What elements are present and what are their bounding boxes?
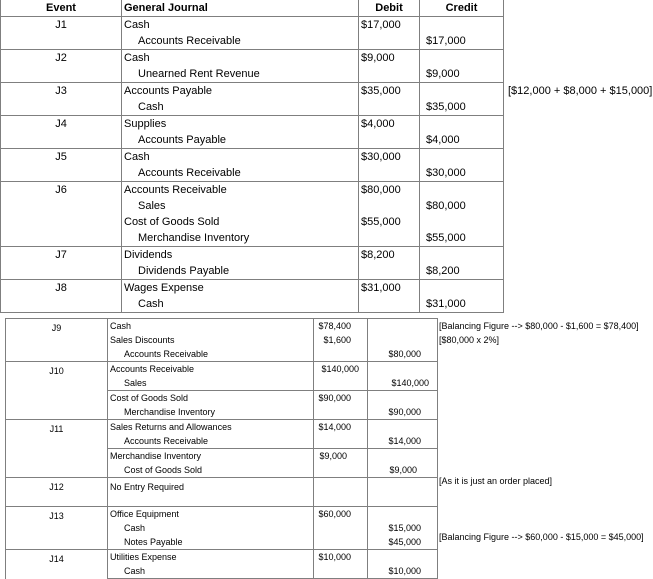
credit-cell <box>368 550 438 565</box>
credit-value: $8,200 <box>426 265 460 277</box>
table-row <box>1 247 504 264</box>
debit-cell <box>359 149 420 166</box>
credit-value: $30,000 <box>426 167 466 179</box>
journal-table-part1 <box>0 0 504 313</box>
event-cell: J12 <box>6 478 108 507</box>
account-cell <box>108 507 314 522</box>
credit-value: $140,000 <box>391 378 429 388</box>
account-label: Sales <box>124 378 147 388</box>
debit-value: $35,000 <box>361 85 401 97</box>
account-cell <box>108 535 314 550</box>
credit-value: $80,000 <box>388 349 421 359</box>
account-cell <box>122 132 359 149</box>
event-cell: J14 <box>6 550 108 579</box>
debit-value: $55,000 <box>361 216 401 228</box>
debit-cell <box>314 420 368 435</box>
account-label: Cash <box>124 151 150 163</box>
debit-cell <box>314 376 368 391</box>
account-label: Cash <box>138 101 164 113</box>
account-cell <box>108 391 314 406</box>
account-cell <box>122 165 359 182</box>
debit-value: $80,000 <box>361 184 401 196</box>
debit-value: $14,000 <box>318 422 351 432</box>
account-cell <box>122 247 359 264</box>
credit-cell <box>420 17 504 34</box>
credit-cell <box>368 405 438 420</box>
debit-cell <box>314 478 368 507</box>
credit-cell <box>420 230 504 247</box>
debit-cell <box>359 296 420 313</box>
credit-cell <box>368 347 438 362</box>
account-label: Accounts Receivable <box>138 35 241 47</box>
account-cell <box>122 83 359 100</box>
credit-value: $9,000 <box>426 68 460 80</box>
debit-value: $140,000 <box>321 364 359 374</box>
credit-cell <box>420 116 504 133</box>
debit-cell <box>314 521 368 535</box>
debit-cell <box>359 99 420 116</box>
debit-cell <box>314 333 368 347</box>
credit-value: $14,000 <box>388 436 421 446</box>
account-label: Utilities Expense <box>110 552 177 562</box>
account-label: Merchandise Inventory <box>138 232 250 244</box>
credit-value: $45,000 <box>388 537 421 547</box>
event-cell: J1 <box>1 17 122 50</box>
credit-cell <box>420 50 504 67</box>
debit-cell <box>359 230 420 247</box>
account-label: Cost of Goods Sold <box>124 216 220 228</box>
account-cell <box>108 405 314 420</box>
credit-cell <box>420 66 504 83</box>
account-label: Dividends <box>124 249 173 261</box>
account-cell <box>122 17 359 34</box>
debit-cell <box>314 347 368 362</box>
account-label: Merchandise Inventory <box>110 451 202 461</box>
account-label: Supplies <box>124 118 167 130</box>
header-event: Event <box>1 0 122 17</box>
event-cell: J7 <box>1 247 122 280</box>
debit-value: $9,000 <box>361 52 395 64</box>
account-cell <box>122 198 359 214</box>
account-label: No Entry Required <box>110 482 185 492</box>
credit-cell <box>368 521 438 535</box>
debit-value: $60,000 <box>318 509 351 519</box>
header-debit: Debit <box>359 0 420 17</box>
credit-cell <box>368 434 438 449</box>
credit-value: $4,000 <box>426 134 460 146</box>
account-label: Cash <box>110 321 132 331</box>
credit-cell <box>368 564 438 579</box>
debit-cell <box>314 535 368 550</box>
table-row <box>1 116 504 133</box>
debit-value: $31,000 <box>361 282 401 294</box>
account-label: Cash <box>124 19 150 31</box>
credit-value: $55,000 <box>426 232 466 244</box>
account-cell <box>108 362 314 377</box>
event-cell: J6 <box>1 182 122 247</box>
account-label: Cash <box>138 298 164 310</box>
account-label: Cash <box>124 566 146 576</box>
account-cell <box>108 449 314 464</box>
debit-value: $30,000 <box>361 151 401 163</box>
credit-cell <box>420 33 504 50</box>
account-cell <box>122 149 359 166</box>
event-cell: J5 <box>1 149 122 182</box>
debit-cell <box>359 198 420 214</box>
credit-cell <box>368 362 438 377</box>
debit-cell <box>314 405 368 420</box>
account-cell <box>108 478 314 507</box>
account-cell <box>108 521 314 535</box>
account-cell <box>122 296 359 313</box>
event-cell: J11 <box>6 420 108 478</box>
debit-value: $1,600 <box>323 335 351 345</box>
header-journal: General Journal <box>122 0 359 17</box>
debit-cell <box>359 247 420 264</box>
account-label: Accounts Receivable <box>110 364 195 374</box>
account-label: Sales <box>138 200 166 212</box>
credit-cell <box>368 535 438 550</box>
credit-cell <box>368 376 438 391</box>
debit-cell <box>314 434 368 449</box>
credit-cell <box>368 319 438 334</box>
header-credit: Credit <box>420 0 504 17</box>
table-row <box>1 182 504 199</box>
debit-cell <box>314 391 368 406</box>
debit-cell <box>359 263 420 280</box>
account-label: Cash <box>124 523 146 533</box>
account-cell <box>108 564 314 579</box>
account-label: Accounts Receivable <box>124 349 209 359</box>
credit-cell <box>420 165 504 182</box>
credit-cell <box>420 149 504 166</box>
account-cell <box>108 347 314 362</box>
event-cell: J9 <box>6 319 108 362</box>
table-header-row <box>1 0 504 17</box>
credit-cell <box>420 263 504 280</box>
debit-cell <box>359 83 420 100</box>
credit-value: $90,000 <box>388 407 421 417</box>
debit-cell <box>359 280 420 297</box>
account-label: Merchandise Inventory <box>124 407 216 417</box>
table-row <box>1 17 504 34</box>
event-cell: J10 <box>6 362 108 420</box>
credit-cell <box>420 83 504 100</box>
table-row <box>6 362 438 377</box>
credit-cell <box>368 333 438 347</box>
account-label: Accounts Payable <box>124 85 213 97</box>
account-cell <box>122 182 359 199</box>
note-j3: [$12,000 + $8,000 + $15,000] <box>508 85 653 97</box>
event-cell: J2 <box>1 50 122 83</box>
account-label: Office Equipment <box>110 509 179 519</box>
account-label: Accounts Receivable <box>124 184 227 196</box>
debit-cell <box>359 214 420 230</box>
debit-cell <box>314 449 368 464</box>
note-j13-balancing: [Balancing Figure --> $60,000 - $15,000 = $45,000] <box>439 532 644 542</box>
table-row <box>6 478 438 507</box>
account-cell <box>108 319 314 334</box>
account-cell <box>122 214 359 230</box>
debit-value: $8,200 <box>361 249 395 261</box>
debit-cell <box>359 116 420 133</box>
journal-table-part2 <box>5 318 438 579</box>
debit-value: $4,000 <box>361 118 395 130</box>
credit-cell <box>420 247 504 264</box>
debit-value: $9,000 <box>319 451 347 461</box>
account-cell <box>122 33 359 50</box>
credit-cell <box>420 198 504 214</box>
account-cell <box>122 116 359 133</box>
event-cell: J13 <box>6 507 108 550</box>
account-label: Notes Payable <box>124 537 183 547</box>
account-label: Cash <box>124 52 150 64</box>
credit-cell <box>368 507 438 522</box>
credit-value: $17,000 <box>426 35 466 47</box>
account-cell <box>108 463 314 478</box>
debit-value: $78,400 <box>318 321 351 331</box>
debit-cell <box>314 564 368 579</box>
account-label: Wages Expense <box>124 282 204 294</box>
account-cell <box>122 99 359 116</box>
account-cell <box>108 550 314 565</box>
debit-cell <box>359 17 420 34</box>
credit-cell <box>368 391 438 406</box>
credit-cell <box>368 463 438 478</box>
debit-cell <box>314 362 368 377</box>
event-cell: J8 <box>1 280 122 313</box>
credit-value: $9,000 <box>389 465 417 475</box>
table-row <box>6 550 438 565</box>
credit-cell <box>420 280 504 297</box>
account-label: Cost of Goods Sold <box>124 465 203 475</box>
event-cell: J3 <box>1 83 122 116</box>
credit-cell <box>420 99 504 116</box>
credit-value: $80,000 <box>426 200 466 212</box>
debit-cell <box>314 507 368 522</box>
credit-cell <box>368 420 438 435</box>
account-label: Accounts Payable <box>138 134 227 146</box>
table-row <box>6 507 438 522</box>
account-label: Dividends Payable <box>138 265 230 277</box>
account-cell <box>108 376 314 391</box>
credit-cell <box>420 214 504 230</box>
credit-cell <box>368 449 438 464</box>
account-cell <box>108 333 314 347</box>
debit-cell <box>314 463 368 478</box>
table-row <box>1 280 504 297</box>
debit-cell <box>314 550 368 565</box>
account-cell <box>108 420 314 435</box>
account-cell <box>108 434 314 449</box>
table-row <box>1 83 504 100</box>
debit-value: $10,000 <box>318 552 351 562</box>
note-j12: [As it is just an order placed] <box>439 476 553 486</box>
credit-cell <box>420 296 504 313</box>
account-cell <box>122 280 359 297</box>
credit-cell <box>420 132 504 149</box>
note-j9-discount: [$80,000 x 2%] <box>439 335 500 345</box>
credit-value: $31,000 <box>426 298 466 310</box>
note-j9-balancing: [Balancing Figure --> $80,000 - $1,600 = $78,400] <box>439 321 639 331</box>
table-row <box>1 149 504 166</box>
event-cell: J4 <box>1 116 122 149</box>
debit-cell <box>359 33 420 50</box>
debit-value: $17,000 <box>361 19 401 31</box>
credit-value: $10,000 <box>388 566 421 576</box>
debit-cell <box>359 66 420 83</box>
debit-value: $90,000 <box>318 393 351 403</box>
debit-cell <box>359 132 420 149</box>
debit-cell <box>359 165 420 182</box>
account-label: Sales Returns and Allowances <box>110 422 232 432</box>
credit-value: $15,000 <box>388 523 421 533</box>
account-cell <box>122 50 359 67</box>
account-cell <box>122 263 359 280</box>
table-row <box>1 50 504 67</box>
account-cell <box>122 66 359 83</box>
table-row <box>6 420 438 435</box>
table-row <box>6 319 438 334</box>
credit-value: $35,000 <box>426 101 466 113</box>
credit-cell <box>420 182 504 199</box>
debit-cell <box>359 182 420 199</box>
account-label: Cost of Goods Sold <box>110 393 189 403</box>
account-label: Sales Discounts <box>110 335 175 345</box>
account-label: Accounts Receivable <box>124 436 209 446</box>
debit-cell <box>359 50 420 67</box>
account-label: Unearned Rent Revenue <box>138 68 260 80</box>
debit-cell <box>314 319 368 334</box>
account-cell <box>122 230 359 247</box>
account-label: Accounts Receivable <box>138 167 241 179</box>
credit-cell <box>368 478 438 507</box>
